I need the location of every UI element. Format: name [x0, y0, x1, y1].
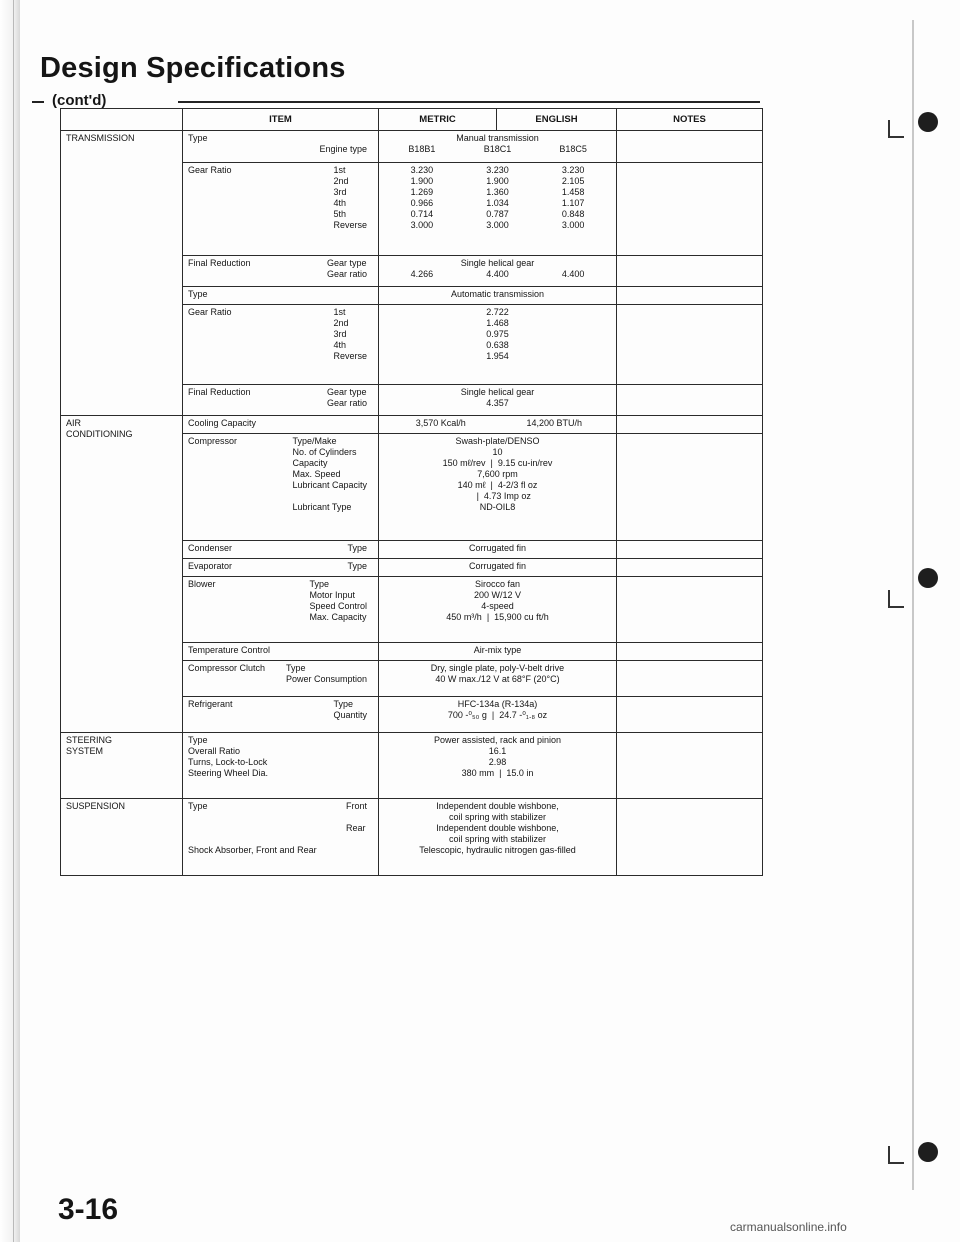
item-sub — [367, 418, 373, 429]
item-sub: Engine type — [319, 144, 367, 154]
metric-cell: Automatic transmission — [379, 287, 617, 305]
notes-cell — [617, 577, 763, 643]
item-label: Refrigerant — [188, 698, 233, 709]
notes-cell — [617, 660, 763, 696]
footer-watermark[interactable]: carmanualsonline.info — [730, 1220, 847, 1234]
metric-cell: Swash-plate/DENSO 10 150 mℓ/rev | 9.15 cu-in/rev 7,600 rpm 140 mℓ | 4-2/3 fl oz | 4.73 Imp oz ND-OIL8 — [379, 434, 617, 540]
item-label: Type Shock Absorber, Front and Rear — [188, 800, 317, 855]
spec-table — [60, 108, 763, 876]
binder-edge-line — [13, 0, 14, 1242]
metric-cell: Independent double wishbone, coil spring with stabilizer Independent double wishbone, coil spring with stabilizer Telescopic, hydraulic nitrogen gas-filled — [379, 798, 617, 875]
value-col: 4.400 — [486, 268, 509, 279]
metric-cell — [379, 131, 617, 163]
metric-cell: 2.722 1.468 0.975 0.638 1.954 — [379, 305, 617, 384]
value-col: 3,570 Kcal/h — [415, 418, 466, 429]
header-notes: NOTES — [617, 109, 763, 131]
table-row — [61, 131, 763, 163]
notes-cell — [617, 287, 763, 305]
item-sub — [367, 735, 373, 779]
item-sub: 1st 2nd 3rd 4th 5th Reverse — [333, 164, 367, 230]
notes-cell — [617, 696, 763, 732]
item-label: Compressor — [188, 436, 238, 447]
item-sub: Type — [347, 560, 367, 571]
item-sub: Type Motor Input Speed Control Max. Capacity — [309, 579, 367, 622]
value-col: 4.266 — [410, 268, 434, 279]
notes-cell — [617, 131, 763, 163]
notes-cell — [617, 255, 763, 287]
metric-cell: Corrugated fin — [379, 558, 617, 576]
notes-cell — [617, 540, 763, 558]
metric-cell: HFC-134a (R-134a) 700 -⁰₅₀ g | 24.7 -⁰₁.₈ oz — [379, 696, 617, 732]
item-label: Final Reduction — [188, 257, 251, 268]
item-sub: Type — [347, 542, 367, 553]
page-title: Design Specifications — [40, 52, 346, 84]
item-label: Evaporator — [188, 560, 233, 571]
item-sub: Type Quantity — [333, 698, 367, 720]
item-label: Compressor Clutch — [188, 662, 266, 673]
item-sub — [367, 289, 373, 300]
metric-cell: Dry, single plate, poly-V-belt drive 40 W max./12 V at 68°F (20°C) — [379, 660, 617, 696]
item-label: Condenser — [188, 542, 233, 553]
notes-cell — [617, 305, 763, 384]
section-corner-mark — [888, 590, 904, 608]
section-tab-mark — [918, 568, 938, 588]
metric-cell: Single helical gear 4.357 — [379, 384, 617, 416]
value-col: B18C5 — [559, 144, 587, 154]
metric-cell: Power assisted, rack and pinion 16.1 2.98 380 mm | 15.0 in — [379, 733, 617, 799]
item-label: Type — [188, 289, 208, 300]
metric-cell: Sirocco fan 200 W/12 V 4-speed 450 m³/h | 15,900 cu ft/h — [379, 577, 617, 643]
metric-cell — [379, 255, 617, 287]
metric-top: Single helical gear — [460, 257, 535, 268]
metric-top: Manual transmission — [456, 133, 539, 143]
item-sub: Type/Make No. of Cylinders Capacity Max. Speed Lubricant Capacity Lubricant Type — [292, 436, 367, 513]
value-col: 14,200 BTU/h — [526, 418, 583, 429]
item-sub: 1st 2nd 3rd 4th Reverse — [333, 307, 367, 362]
item-sub — [367, 645, 373, 656]
header-metric: METRIC — [379, 109, 497, 131]
section-corner-mark — [888, 1146, 904, 1164]
page-subtitle: (cont'd) — [52, 92, 107, 109]
page-edge-rule — [912, 20, 914, 1190]
notes-cell — [617, 733, 763, 799]
binder-margin — [0, 0, 20, 1242]
subtitle-trail-rule — [178, 101, 760, 103]
metric-cell — [379, 416, 617, 434]
page-number: 3-16 — [58, 1193, 119, 1226]
item-label: Temperature Control — [188, 644, 271, 655]
notes-cell — [617, 798, 763, 875]
value-col: 3.230 1.900 1.269 0.966 0.714 3.000 — [410, 164, 434, 230]
group-label: SUSPENSION — [61, 798, 183, 875]
group-label: STEERING SYSTEM — [61, 733, 183, 799]
item-label: Gear Ratio — [188, 307, 232, 318]
subtitle-lead-rule — [32, 101, 44, 103]
value-col: B18C1 — [483, 144, 512, 154]
item-label: Gear Ratio — [188, 164, 232, 175]
notes-cell — [617, 558, 763, 576]
group-label: AIR CONDITIONING — [61, 416, 183, 733]
notes-cell — [617, 416, 763, 434]
item-label: Type — [188, 133, 208, 143]
table-row — [61, 733, 763, 799]
table-row — [61, 416, 763, 434]
value-col: 4.400 — [561, 268, 585, 279]
header-item: ITEM — [183, 109, 379, 131]
notes-cell — [617, 642, 763, 660]
item-sub: Type Power Consumption — [285, 662, 367, 684]
value-col: 3.230 1.900 1.360 1.034 0.787 3.000 — [486, 164, 509, 230]
metric-cell: Corrugated fin — [379, 540, 617, 558]
item-sub: Gear type Gear ratio — [326, 386, 367, 408]
section-tab-mark — [918, 1142, 938, 1162]
item-sub: Front Rear — [345, 800, 367, 833]
item-label: Type Overall Ratio Turns, Lock-to-Lock Steering Wheel Dia. — [188, 735, 269, 779]
header-english: ENGLISH — [497, 109, 617, 131]
value-col: B18B1 — [408, 144, 436, 154]
metric-cell — [379, 162, 617, 255]
section-tab-mark — [918, 112, 938, 132]
table-row — [61, 798, 763, 875]
notes-cell — [617, 384, 763, 416]
notes-cell — [617, 162, 763, 255]
item-label: Cooling Capacity — [188, 418, 257, 429]
item-sub: Gear type Gear ratio — [326, 257, 367, 279]
item-label: Blower — [188, 579, 216, 589]
section-corner-mark — [888, 120, 904, 138]
value-col: 3.230 2.105 1.458 1.107 0.848 3.000 — [561, 164, 585, 230]
group-label: TRANSMISSION — [61, 131, 183, 416]
item-label: Final Reduction — [188, 386, 251, 397]
metric-cell: Air-mix type — [379, 642, 617, 660]
notes-cell — [617, 434, 763, 540]
header-row — [61, 109, 763, 131]
